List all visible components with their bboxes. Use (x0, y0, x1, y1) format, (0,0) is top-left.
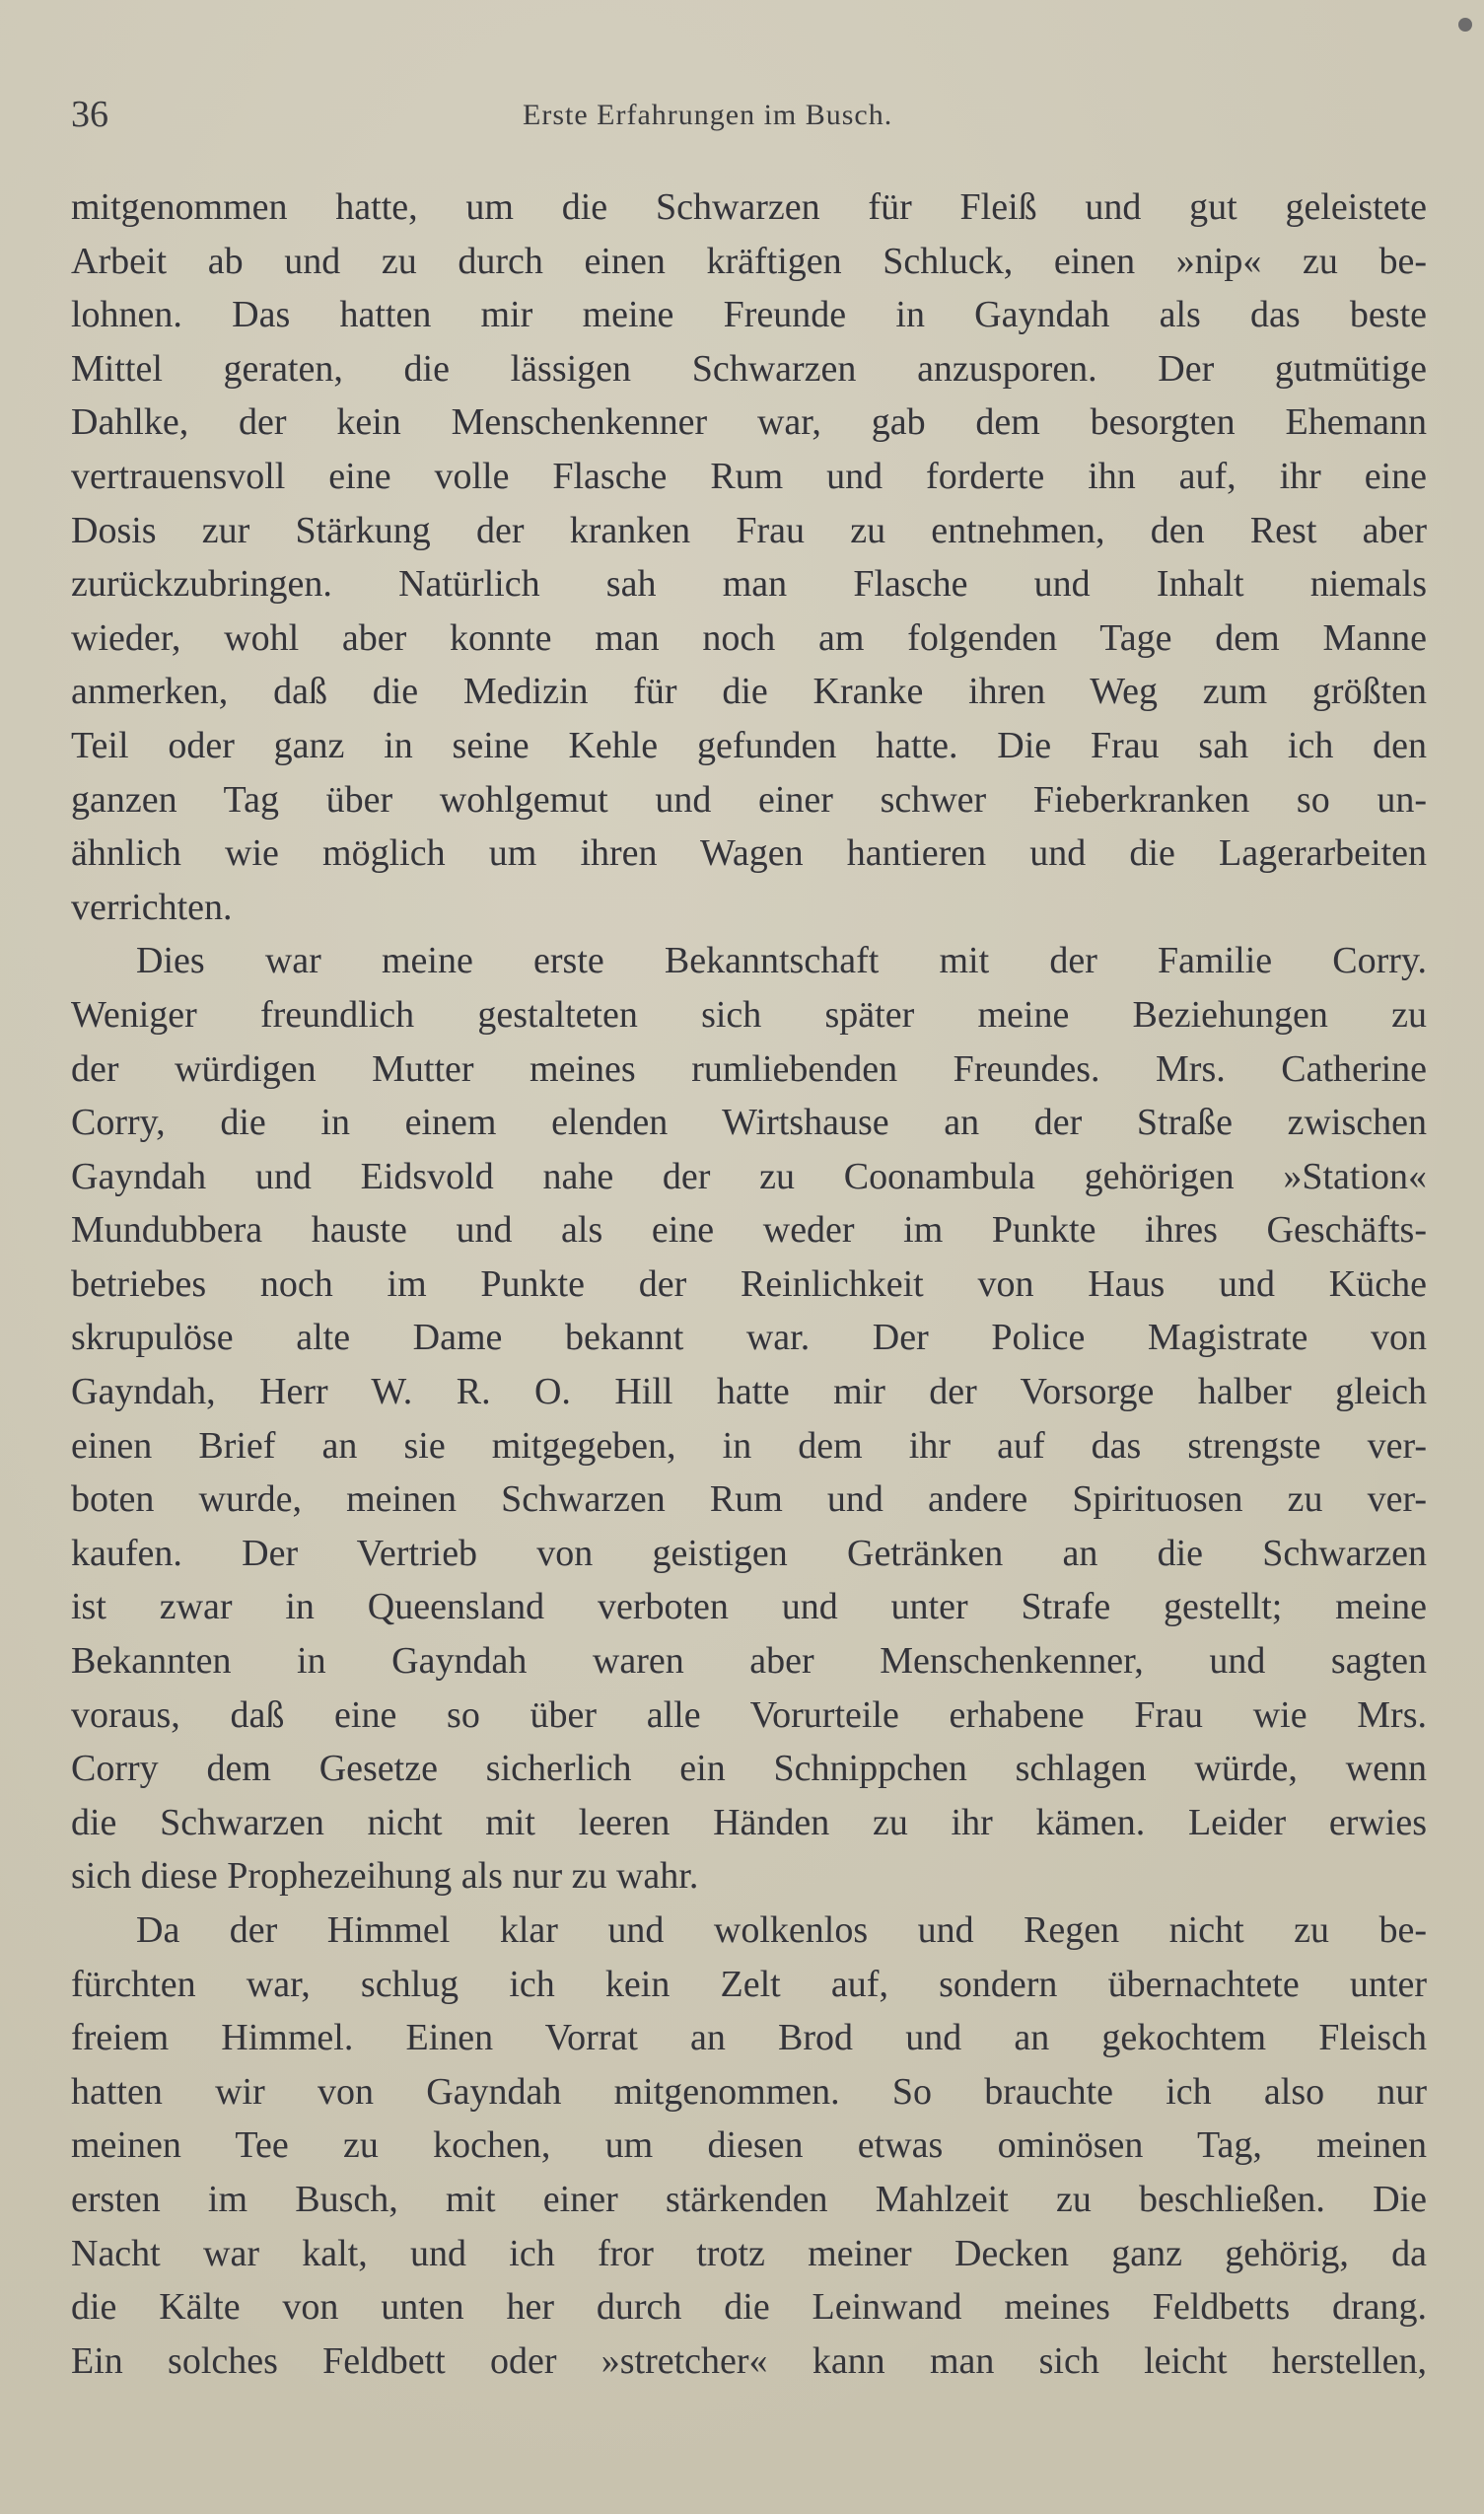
text-line: Ein solches Feldbett oder »stretcher« kann man sich leicht herstellen, (71, 2339, 1427, 2382)
text-line: die Kälte von unten her durch die Leinwand meines Feldbetts drang. (71, 2286, 1427, 2329)
text-line: voraus, daß eine so über alle Vorurteile erhabene Frau wie Mrs. (71, 1693, 1427, 1736)
text-line: fürchten war, schlug ich kein Zelt auf, sondern übernachtete unter (71, 1963, 1427, 2005)
text-line: Corry, die in einem elenden Wirtshause an der Straße zwischen (71, 1102, 1427, 1144)
paragraph-start-line: Dies war meine erste Bekanntschaft mit der Familie Corry. (136, 940, 1427, 982)
text-line: vertrauensvoll eine volle Flasche Rum und forderte ihn auf, ihr eine (71, 455, 1427, 497)
text-line: Dosis zur Stärkung der kranken Frau zu entnehmen, den Rest aber (71, 509, 1427, 551)
text-line: Gayndah, Herr W. R. O. Hill hatte mir der Vorsorge halber gleich (71, 1371, 1427, 1413)
page-number: 36 (71, 94, 108, 135)
text-line: Mundubbera hauste und als eine weder im Punkte ihres Geschäfts- (71, 1209, 1427, 1252)
text-line: wieder, wohl aber konnte man noch am folgenden Tage dem Manne (71, 616, 1427, 659)
running-head: Erste Erfahrungen im Busch. (523, 99, 893, 131)
text-line: ersten im Busch, mit einer stärkenden Mahlzeit zu beschließen. Die (71, 2178, 1427, 2220)
text-line: Bekannten in Gayndah waren aber Menschenkenner, und sagten (71, 1640, 1427, 1683)
text-line: ganzen Tag über wohlgemut und einer schwer Fieberkranken so un- (71, 778, 1427, 821)
ink-speck (1458, 18, 1472, 32)
text-line: lohnen. Das hatten mir meine Freunde in Gayndah als das beste (71, 294, 1427, 336)
text-line: Gayndah und Eidsvold nahe der zu Coonambula gehörigen »Station« (71, 1155, 1427, 1197)
text-line: zurückzubringen. Natürlich sah man Flasche und Inhalt niemals (71, 563, 1427, 606)
text-line: skrupulöse alte Dame bekannt war. Der Police Magistrate von (71, 1317, 1427, 1359)
text-line: hatten wir von Gayndah mitgenommen. So brauchte ich also nur (71, 2070, 1427, 2113)
text-line: ähnlich wie möglich um ihren Wagen hantieren und die Lagerarbeiten (71, 832, 1427, 875)
paragraph-start-line: Da der Himmel klar und wolkenlos und Regen nicht zu be- (136, 1909, 1427, 1951)
text-line: meinen Tee zu kochen, um diesen etwas ominösen Tag, meinen (71, 2124, 1427, 2167)
text-line: Nacht war kalt, und ich fror trotz meiner Decken ganz gehörig, da (71, 2232, 1427, 2274)
text-line: einen Brief an sie mitgegeben, in dem ihr auf das strengste ver- (71, 1424, 1427, 1467)
text-line: die Schwarzen nicht mit leeren Händen zu ihr kämen. Leider erwies (71, 1801, 1427, 1843)
text-line: sich diese Prophezeihung als nur zu wahr. (71, 1855, 699, 1898)
body-text (71, 180, 1427, 2388)
text-line: anmerken, daß die Medizin für die Kranke ihren Weg zum größten (71, 671, 1427, 713)
text-line: der würdigen Mutter meines rumliebenden Freundes. Mrs. Catherine (71, 1047, 1427, 1090)
text-line: Teil oder ganz in seine Kehle gefunden hatte. Die Frau sah ich den (71, 724, 1427, 766)
text-line: Dahlke, der kein Menschenkenner war, gab dem besorgten Ehemann (71, 401, 1427, 444)
text-line: ist zwar in Queensland verboten und unter Strafe gestellt; meine (71, 1586, 1427, 1628)
text-line: betriebes noch im Punkte der Reinlichkeit von Haus und Küche (71, 1262, 1427, 1305)
text-line: verrichten. (71, 886, 233, 928)
text-line: Mittel geraten, die lässigen Schwarzen anzusporen. Der gutmütige (71, 347, 1427, 390)
text-line: boten wurde, meinen Schwarzen Rum und andere Spirituosen zu ver- (71, 1478, 1427, 1521)
text-line: freiem Himmel. Einen Vorrat an Brod und an gekochtem Fleisch (71, 2017, 1427, 2059)
text-line: Weniger freundlich gestalteten sich später meine Beziehungen zu (71, 993, 1427, 1036)
text-line: mitgenommen hatte, um die Schwarzen für Fleiß und gut geleistete (71, 186, 1427, 228)
text-line: kaufen. Der Vertrieb von geistigen Getränken an die Schwarzen (71, 1532, 1427, 1574)
text-line: Arbeit ab und zu durch einen kräftigen Schluck, einen »nip« zu be- (71, 240, 1427, 282)
text-line: Corry dem Gesetze sicherlich ein Schnippchen schlagen würde, wenn (71, 1748, 1427, 1790)
